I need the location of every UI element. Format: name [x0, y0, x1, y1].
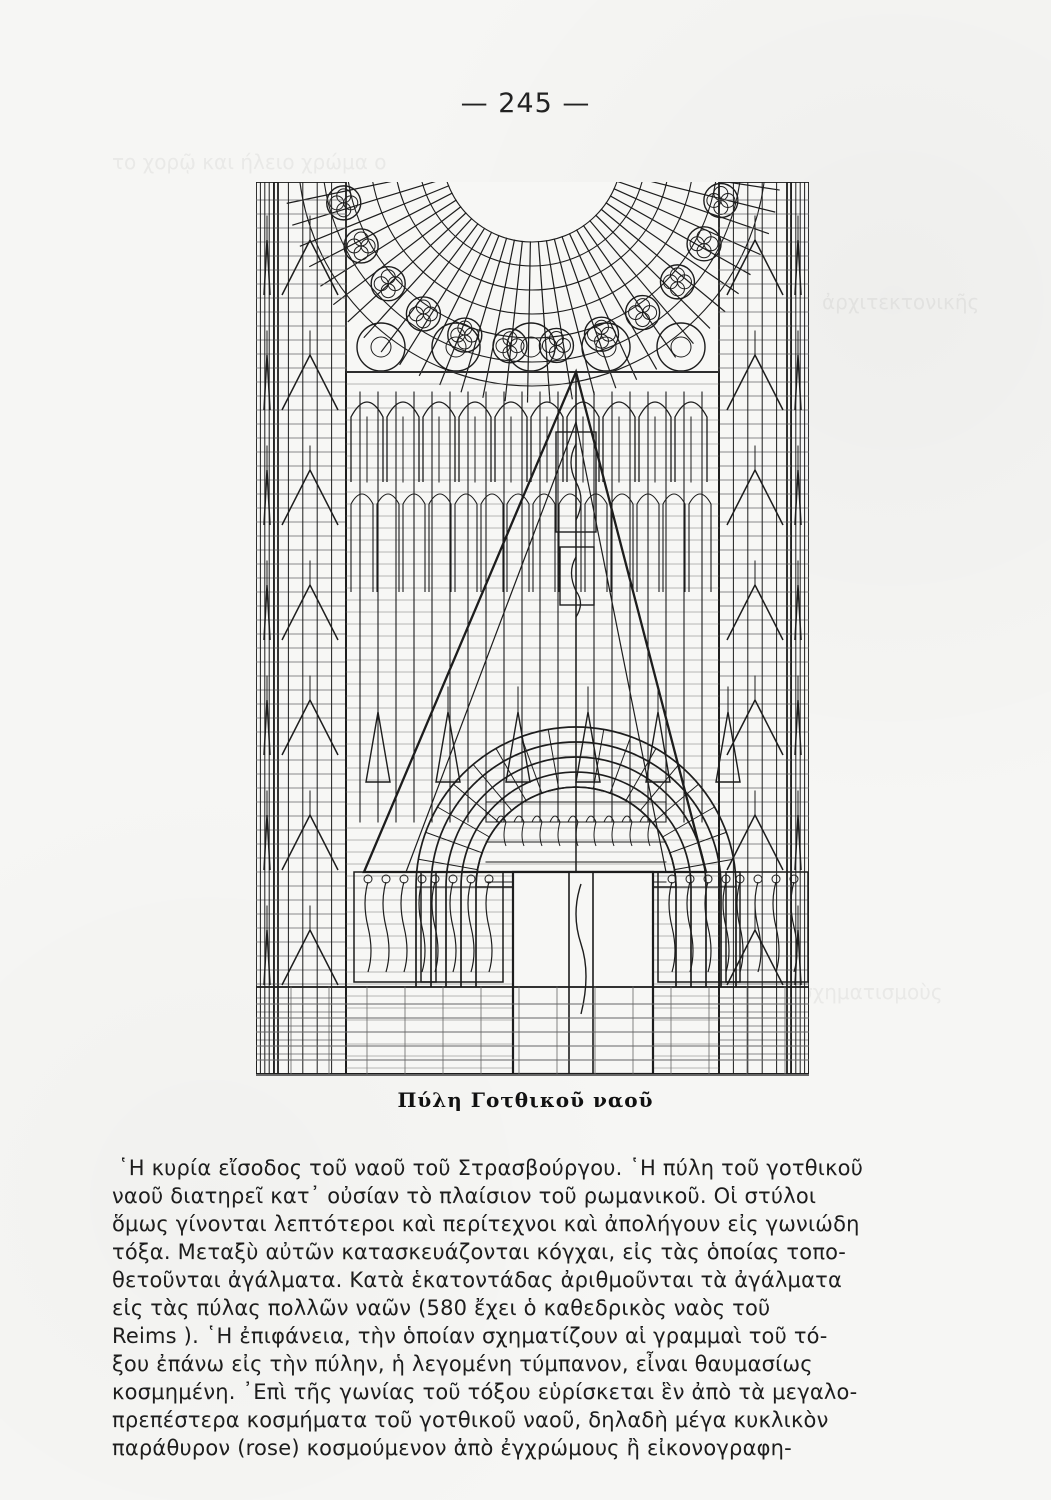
figure-caption: Πύλη Γοτθικοῦ ναοῦ: [397, 1088, 654, 1112]
text-line: παράθυρον (rose) κοσμούμενον ἀπὸ ἐγχρώμους ἢ εἰκονογραφη-: [112, 1436, 792, 1460]
text-line: ξου ἐπάνω εἰς τὴν πύλην, ἡ λεγομένη τύμπανον, εἶναι θαυμασίως: [112, 1352, 813, 1376]
text-line: Reims ). ῾Η ἐπιφάνεια, τὴν ὁποίαν σχηματίζουν αἱ γραμμαὶ τοῦ τό-: [112, 1324, 828, 1348]
text-line: πρεπέστερα κοσμήματα τοῦ γοτθικοῦ ναοῦ, δηλαδὴ μέγα κυκλικὸν: [112, 1408, 829, 1432]
text-line: θετοῦνται ἀγάλματα. Κατὰ ἑκατοντάδας ἀριθμοῦνται τὰ ἀγάλματα: [112, 1268, 843, 1292]
text-line: τόξα. Μεταξὺ αὐτῶν κατασκευάζονται κόγχαι, εἰς τὰς ὁποίας τοπο-: [112, 1240, 846, 1264]
show-through-text: το χορῷ και ήλειο χρώμα ο: [112, 150, 387, 174]
show-through-text: σχηματισμοὺς: [800, 980, 943, 1004]
portal-door-opening: [513, 872, 653, 1074]
text-line: εἰς τὰς πύλας πολλῶν ναῶν (580 ἔχει ὁ καθεδρικὸς ναὸς τοῦ: [112, 1296, 771, 1320]
page-number: — 245 —: [460, 88, 591, 119]
gothic-portal-illustration: [256, 182, 809, 1076]
text-line: ναοῦ διατηρεῖ κατ᾿ οὐσίαν τὸ πλαίσιον τοῦ ρωμανικοῦ. Οἱ στύλοι: [112, 1184, 817, 1208]
text-line: κοσμημένη. ᾿Επὶ τῆς γωνίας τοῦ τόξου εὑρίσκεται ἓν ἀπὸ τὰ μεγαλο-: [112, 1380, 858, 1404]
body-text: [112, 1154, 1017, 1462]
text-line: ὅμως γίνονται λεπτότεροι καὶ περίτεχνοι καὶ ἀπολήγουν εἰς γωνιώδη: [112, 1212, 860, 1236]
gothic-portal-drawing: [256, 182, 809, 1074]
text-line: ῾Η κυρία εἴσοδος τοῦ ναοῦ τοῦ Στρασβούργου. ῾Η πύλη τοῦ γοτθικοῦ: [118, 1156, 864, 1180]
show-through-text: ἀρχιτεκτονικῆς: [822, 290, 980, 314]
